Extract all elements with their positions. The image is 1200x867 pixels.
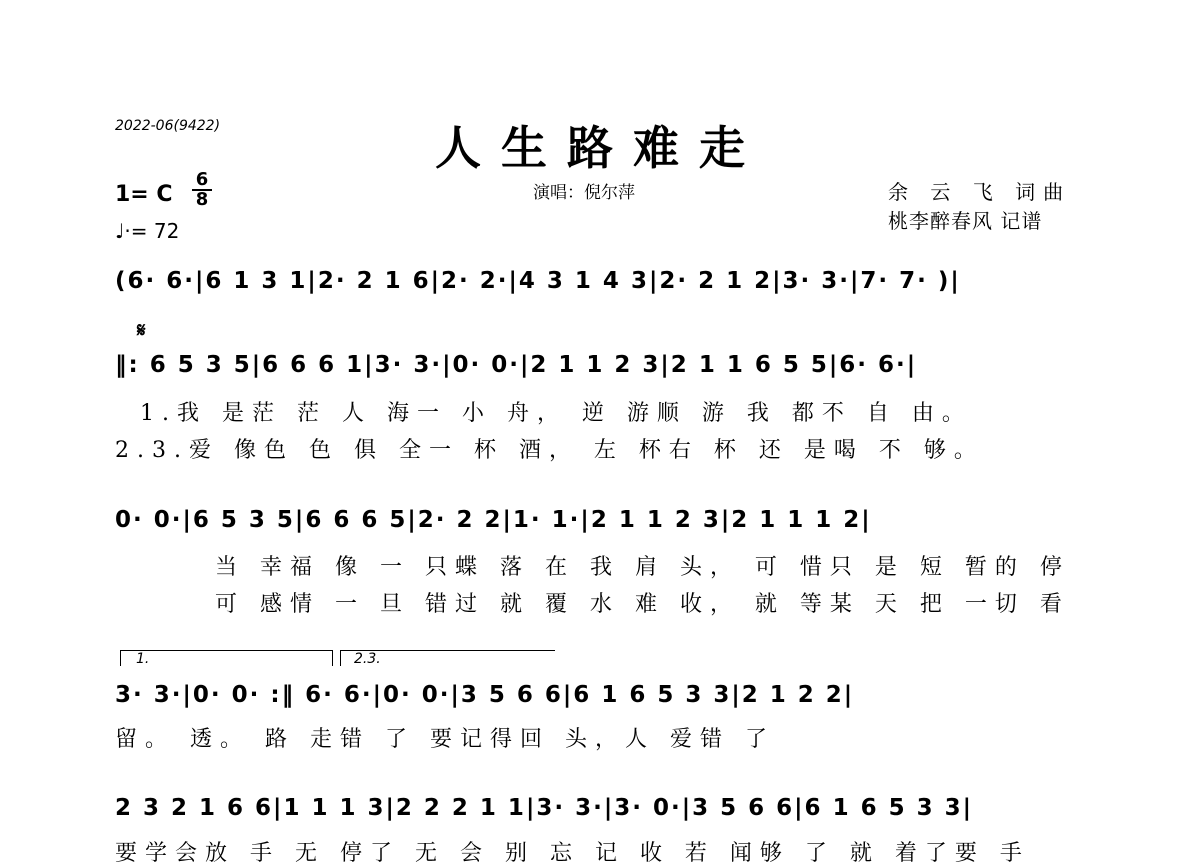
transcriber-credit: 桃李醉春风 记谱 xyxy=(888,209,1043,233)
lyric-line-5: 要学会放 手 无 停了 无 会 别 忘 记 收 若 闻够 了 就 着了要 手 xyxy=(115,841,1030,866)
score-code: 2022-06(9422) xyxy=(115,118,221,134)
song-title: 人生路难走 xyxy=(435,121,765,175)
volta-label-23: 2.3. xyxy=(354,651,381,667)
volta-bracket-1 xyxy=(120,650,332,651)
score-line-5: 2 3 2 1 6 6|1 1 1 3|2 2 2 1 1|3· 3·|3· 0·|3 5 6 6|6 1 6 5 3 3| xyxy=(115,795,974,821)
meter-bottom: 8 xyxy=(195,189,209,210)
score-line-1: (6· 6·|6 1 3 1|2· 2 1 6|2· 2·|4 3 1 4 3|2· 2 1 2|3· 3·|7· 7· )| xyxy=(115,268,961,294)
lyric-line-3-verse-1: 当 幸福 像 一 只蝶 落 在 我 肩 头， 可 惜只 是 短 暂的 停 xyxy=(215,555,1070,580)
tempo-marking: ♩·= 72 xyxy=(115,219,180,243)
score-line-3: 0· 0·|6 5 3 5|6 6 6 5|2· 2 2|1· 1·|2 1 1 2 3|2 1 1 1 2| xyxy=(115,507,872,533)
score-line-2: ‖: 6 5 3 5|6 6 6 1|3· 3·|0· 0·|2 1 1 2 3|2 1 1 6 5 5|6· 6·| xyxy=(115,352,918,378)
key-signature: 1= C xyxy=(115,182,173,207)
meter-top: 6 xyxy=(195,169,209,190)
time-signature xyxy=(192,169,212,210)
lyric-line-2-verse-2: 2.3.爱 像色 色 俱 全一 杯 酒， 左 杯右 杯 还 是喝 不 够。 xyxy=(115,438,984,463)
segno-icon: 𝄋 xyxy=(137,318,146,342)
lyric-line-3-verse-2: 可 感情 一 旦 错过 就 覆 水 难 收， 就 等某 天 把 一切 看 xyxy=(215,592,1070,617)
volta-bracket-23-start xyxy=(340,650,341,666)
lyric-line-2-verse-1: 1.我 是茫 茫 人 海一 小 舟， 逆 游顺 游 我 都不 自 由。 xyxy=(140,401,972,426)
singer-credit: 演唱：倪尔萍 xyxy=(533,183,635,203)
volta-label-1: 1. xyxy=(136,651,150,667)
score-line-4: 3· 3·|0· 0· :‖ 6· 6·|0· 0·|3 5 6 6|6 1 6 5 3 3|2 1 2 2| xyxy=(115,682,855,708)
volta-bracket-1-start xyxy=(120,650,121,666)
lyric-line-4: 留。 透。 路 走错 了 要记得回 头，人 爱错 了 xyxy=(115,727,775,752)
volta-bracket-1-end xyxy=(332,650,333,666)
composer-credit: 余 云 飞 词曲 xyxy=(888,180,1072,204)
